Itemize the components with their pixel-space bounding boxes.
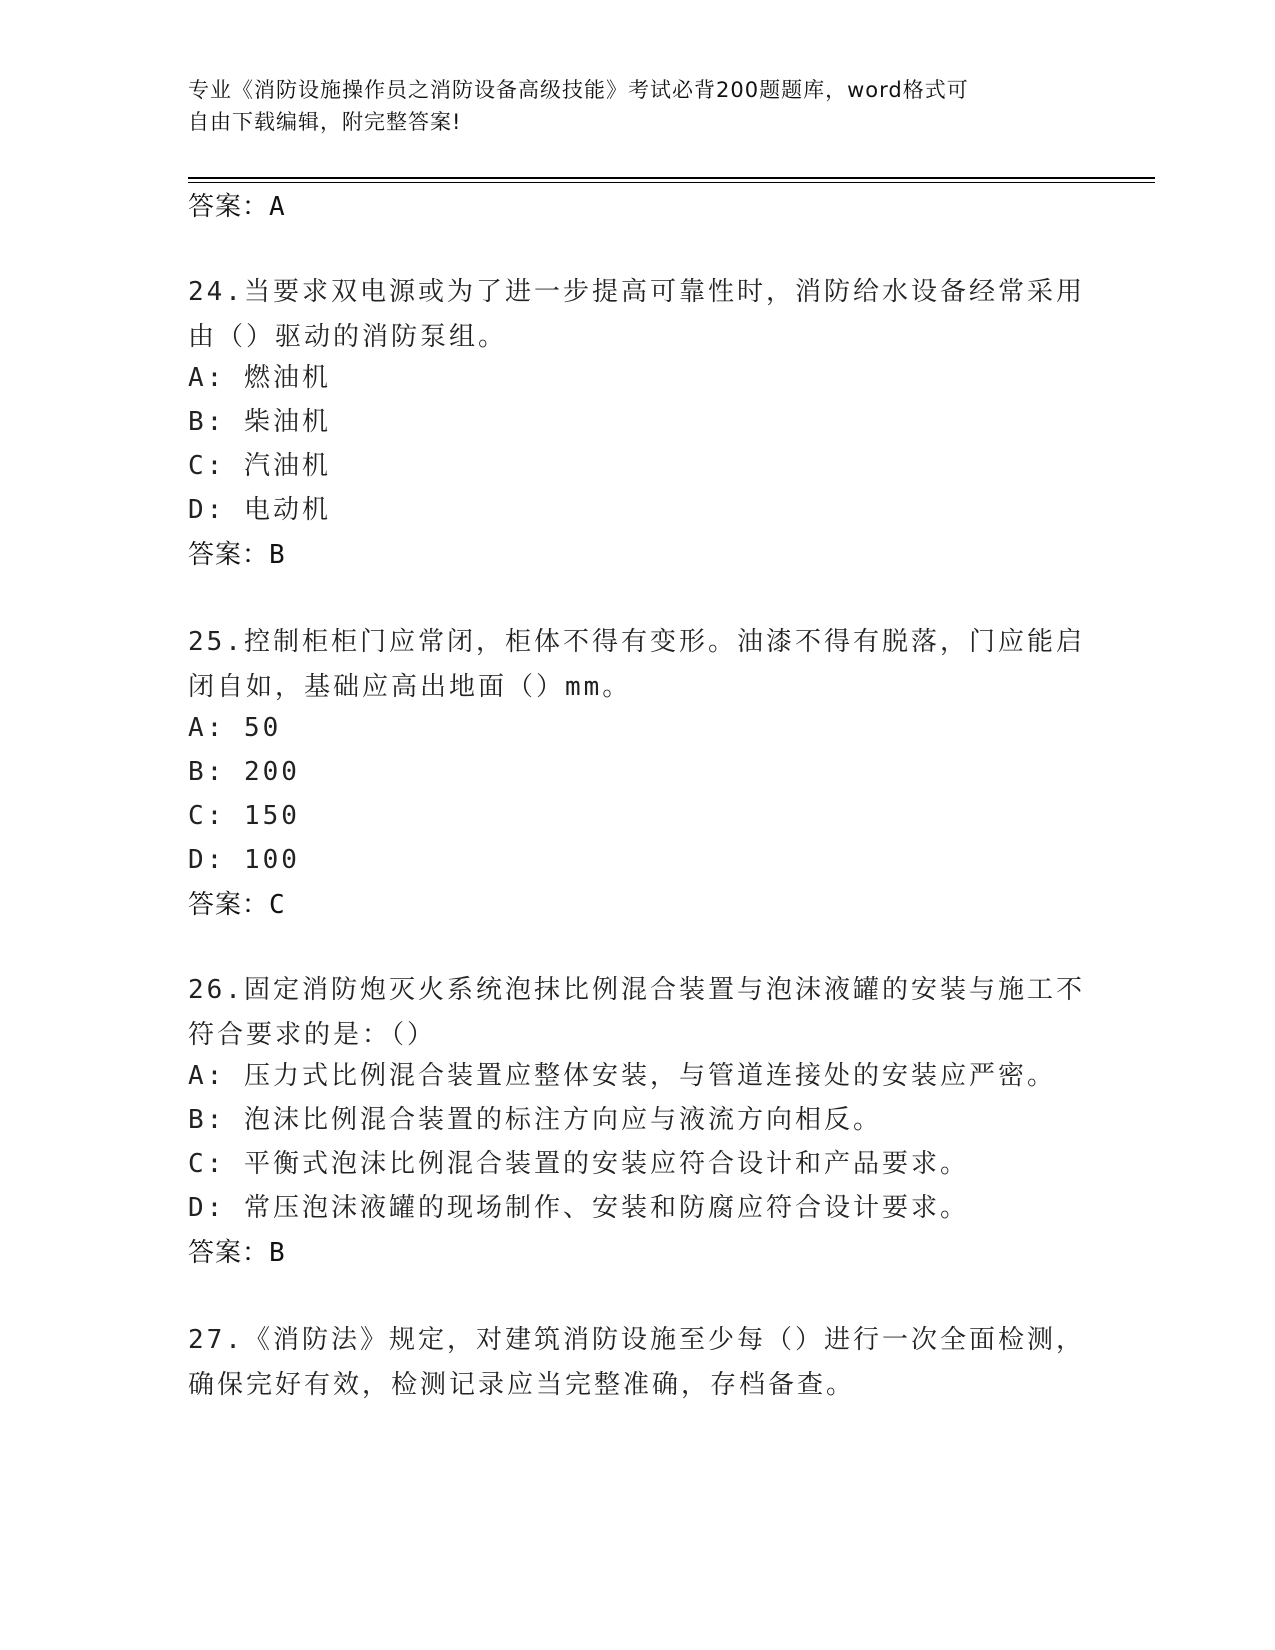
question-line-2: 闭自如，基础应高出地面（）mm。 [188, 672, 632, 702]
answer-label: 答案： [188, 1238, 270, 1268]
question-line-1 [188, 270, 1088, 315]
option-b: B: 泡沫比例混合装置的标注方向应与液流方向相反。 [188, 1105, 882, 1135]
option-c: C: 汽油机 [188, 451, 331, 481]
answer-value: B [269, 1238, 286, 1268]
question-27 [188, 1318, 1088, 1408]
answer-value: C [269, 890, 286, 920]
option-c: C: 平衡式泡沫比例混合装置的安装应符合设计和产品要求。 [188, 1149, 969, 1179]
option-b: B: 柴油机 [188, 407, 331, 437]
option-a: A: 燃油机 [188, 363, 331, 393]
answer-label: 答案： [188, 890, 270, 920]
answer-label: 答案： [188, 192, 270, 222]
question-line-1 [188, 968, 1088, 1013]
question-line-2: 确保完好有效，检测记录应当完整准确，存档备查。 [188, 1370, 856, 1400]
answer-label: 答案： [188, 540, 270, 570]
option-a: A: 压力式比例混合装置应整体安装，与管道连接处的安装应严密。 [188, 1061, 1056, 1091]
question-line-1 [188, 620, 1088, 665]
option-b: B: 200 [188, 757, 300, 787]
option-d: D: 常压泡沫液罐的现场制作、安装和防腐应符合设计要求。 [188, 1193, 969, 1223]
answer-value: B [269, 540, 286, 570]
header-divider-thin [188, 182, 1155, 183]
document-header [188, 74, 1088, 138]
previous-answer [188, 190, 286, 224]
question-text: 当要求双电源或为了进一步提高可靠性时，消防给水设备经常采用 [243, 277, 1085, 307]
answer-26 [188, 1236, 286, 1270]
question-line-2: 由（）驱动的消防泵组。 [188, 322, 508, 352]
question-number: 27. [188, 1325, 244, 1355]
answer-24 [188, 538, 286, 572]
question-26 [188, 968, 1088, 1058]
question-24 [188, 270, 1088, 360]
answer-value: A [269, 192, 286, 222]
header-divider-thick [188, 177, 1155, 179]
question-line-2: 符合要求的是：（） [188, 1020, 437, 1050]
question-number: 26. [188, 975, 244, 1005]
header-line-1: 专业《消防设施操作员之消防设备高级技能》考试必背200题题库，word格式可 [188, 78, 969, 102]
question-number: 25. [188, 627, 244, 657]
question-25 [188, 620, 1088, 710]
question-text: 控制柜柜门应常闭，柜体不得有变形。油漆不得有脱落，门应能启 [243, 627, 1085, 657]
answer-25 [188, 888, 286, 922]
option-c: C: 150 [188, 801, 300, 831]
option-a: A: 50 [188, 713, 282, 743]
option-d: D: 100 [188, 845, 300, 875]
question-text: 固定消防炮灭火系统泡抹比例混合装置与泡沫液罐的安装与施工不 [243, 975, 1085, 1005]
question-text: 《消防法》规定，对建筑消防设施至少每（）进行一次全面检测， [243, 1325, 1085, 1355]
header-line-2: 自由下载编辑，附完整答案! [188, 110, 462, 134]
question-line-1 [188, 1318, 1088, 1363]
question-number: 24. [188, 277, 244, 307]
option-d: D: 电动机 [188, 495, 331, 525]
